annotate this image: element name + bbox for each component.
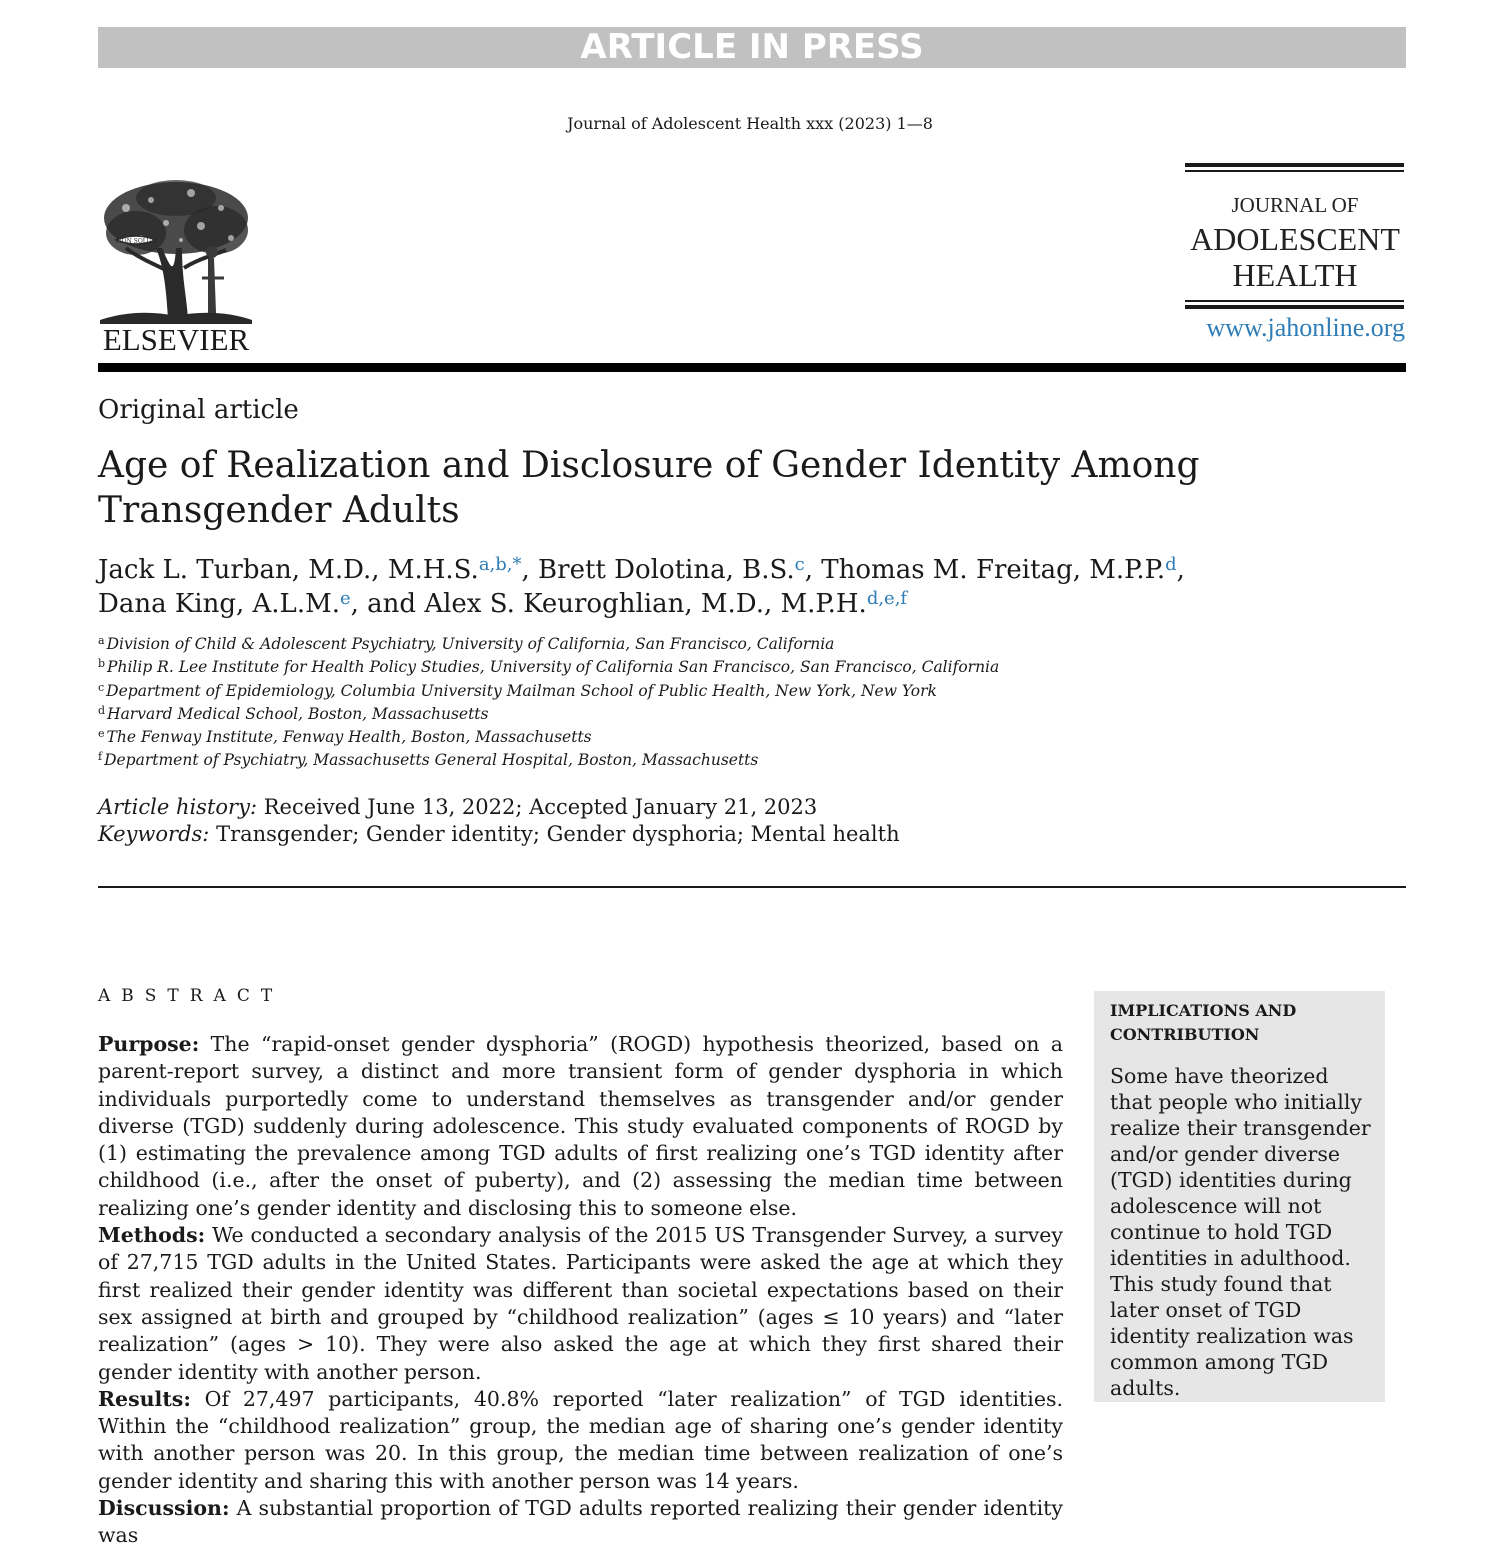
abstract-text: A substantial proportion of TGD adults reported realizing their gender identity was — [98, 1496, 1063, 1548]
elsevier-logo[interactable] — [96, 178, 256, 356]
article-title — [98, 443, 1218, 533]
brand-rule — [1185, 300, 1404, 302]
affiliation-text: Division of Child & Adolescent Psychiatry, University of California, San Francisco, California — [106, 635, 835, 653]
implications-heading — [1110, 999, 1371, 1047]
affiliation-letter: e — [98, 727, 105, 741]
affiliation-text: The Fenway Institute, Fenway Health, Boston, Massachusetts — [106, 728, 592, 747]
author-separator: , — [804, 555, 822, 585]
affiliation-marks[interactable]: d — [1165, 554, 1177, 575]
brand-rule — [1185, 163, 1404, 167]
abstract-section-results — [98, 1386, 1063, 1495]
affiliation-letter: a — [98, 634, 105, 647]
abstract-label: Discussion: — [98, 1496, 230, 1521]
article-type: Original article — [98, 395, 299, 425]
abstract-section-purpose — [98, 1031, 1063, 1222]
author-separator: , and — [350, 589, 425, 619]
author-name[interactable]: Jack L. Turban, M.D., M.H.S. — [98, 555, 479, 585]
affiliation-item — [98, 656, 999, 679]
journal-name-line1: JOURNAL OF — [1231, 193, 1359, 217]
affiliation-letter: b — [98, 657, 106, 671]
title-line: Age of Realization and Disclosure of Gender Identity Among — [98, 445, 1200, 486]
brand-rule — [1185, 305, 1404, 309]
article-history — [98, 794, 900, 821]
journal-name-line2: ADOLESCENT — [1190, 221, 1400, 257]
affiliation-text: Philip R. Lee Institute for Health Policy Studies, University of California San Francisco, San Francisco, California — [107, 658, 1000, 677]
header-rule — [98, 363, 1406, 372]
affiliation-item — [98, 749, 999, 772]
journal-citation: Journal of Adolescent Health xxx (2023) 1—8 — [567, 114, 933, 133]
journal-name-line3: HEALTH — [1232, 257, 1358, 293]
author-name[interactable]: Thomas M. Freitag, M.P.P. — [821, 555, 1166, 585]
affiliation-letter: c — [98, 680, 105, 694]
author-name[interactable]: Brett Dolotina, B.S. — [538, 555, 795, 585]
abstract-heading: ABSTRACT — [98, 986, 284, 1006]
abstract-label: Purpose: — [98, 1032, 200, 1056]
author-name[interactable]: Alex S. Keuroghlian, M.D., M.P.H. — [424, 589, 867, 619]
elsevier-tree-icon — [96, 178, 256, 356]
article-info — [98, 794, 900, 848]
author-separator: , — [521, 555, 539, 585]
article-history-value: Received June 13, 2022; Accepted January 21, 2023 — [263, 795, 818, 819]
journal-url-link[interactable]: www.jahonline.org — [1206, 313, 1405, 342]
affiliation-marks[interactable]: a,b,* — [478, 554, 522, 575]
abstract-section-discussion — [98, 1495, 1063, 1550]
affiliation-item — [98, 726, 999, 749]
author-separator: , — [1176, 555, 1185, 585]
article-in-press-banner: ARTICLE IN PRESS — [98, 27, 1406, 68]
article-history-label: Article history: — [98, 795, 258, 819]
affiliation-item — [98, 680, 999, 703]
author-list — [98, 553, 1298, 621]
tree-motto: NON SOLUS — [116, 238, 156, 245]
abstract-body — [98, 1031, 1063, 1550]
implications-heading-line: CONTRIBUTION — [1110, 1025, 1260, 1044]
section-rule — [98, 886, 1406, 888]
affiliation-item — [98, 703, 999, 726]
author-name[interactable]: Dana King, A.L.M. — [98, 589, 340, 619]
affiliation-item — [98, 633, 999, 656]
elsevier-wordmark: ELSEVIER — [102, 322, 250, 356]
abstract-label: Results: — [98, 1386, 191, 1411]
implications-box — [1094, 991, 1385, 1402]
keywords-value: Transgender; Gender identity; Gender dysphoria; Mental health — [216, 822, 900, 846]
journal-branding — [1185, 163, 1405, 353]
affiliation-text: Harvard Medical School, Boston, Massachusetts — [107, 704, 489, 723]
affiliation-list — [98, 633, 999, 773]
affiliation-marks[interactable]: c — [794, 554, 805, 575]
abstract-text: We conducted a secondary analysis of the 2015 US Transgender Survey, a survey of 27,715 TGD adults in the United States. Participants were asked the age at which they first realized their gender identity was different than societal expectations based on their sex assigned at birth and grouped by “childhood realization” (ages ≤ 10 years) and “later realization” (ages > 10). They were also asked the age at which they first shared their gender identity with another person. — [98, 1223, 1063, 1384]
brand-rule — [1185, 170, 1404, 172]
keywords — [98, 821, 900, 848]
affiliation-marks[interactable]: d,e,f — [866, 588, 908, 609]
title-line: Transgender Adults — [98, 490, 460, 531]
abstract-text: Of 27,497 participants, 40.8% reported “later realization” of TGD identities. Within the “childhood realization” group, the median age of sharing one’s gender identity with another person was 20. In this group, the median time between realization of one’s gender identity and sharing this with another person was 14 years. — [98, 1386, 1063, 1493]
affiliation-marks[interactable]: e — [339, 588, 351, 609]
implications-heading-line: IMPLICATIONS AND — [1110, 1001, 1297, 1020]
abstract-section-methods — [98, 1222, 1063, 1386]
abstract-label: Methods: — [98, 1223, 206, 1248]
author-line — [98, 587, 1298, 621]
affiliation-text: Department of Epidemiology, Columbia University Mailman School of Public Health, New York, New York — [106, 681, 937, 700]
affiliation-letter: f — [98, 750, 103, 764]
affiliation-text: Department of Psychiatry, Massachusetts General Hospital, Boston, Massachusetts — [104, 751, 759, 770]
keywords-label: Keywords: — [98, 822, 210, 846]
author-line — [98, 553, 1298, 587]
abstract-text: The “rapid-onset gender dysphoria” (ROGD) hypothesis theorized, based on a parent-report survey, a distinct and more transient form of gender dysphoria in which individuals purportedly come to understand themselves as transgender and/or gender diverse (TGD) suddenly during adolescence. This study evaluated components of ROGD by (1) estimating the prevalence among TGD adults of first realizing one’s TGD identity after childhood (i.e., after the onset of puberty), and (2) assessing the median time between realizing one’s gender identity and disclosing this to someone else. — [98, 1032, 1063, 1220]
affiliation-letter: d — [98, 703, 106, 717]
implications-text: Some have theorized that people who initially realize their transgender and/or gender diverse (TGD) identities during adolescence will not continue to hold TGD identities in adulthood. This study found that later onset of TGD identity realization was common among TGD adults. — [1110, 1064, 1371, 1400]
